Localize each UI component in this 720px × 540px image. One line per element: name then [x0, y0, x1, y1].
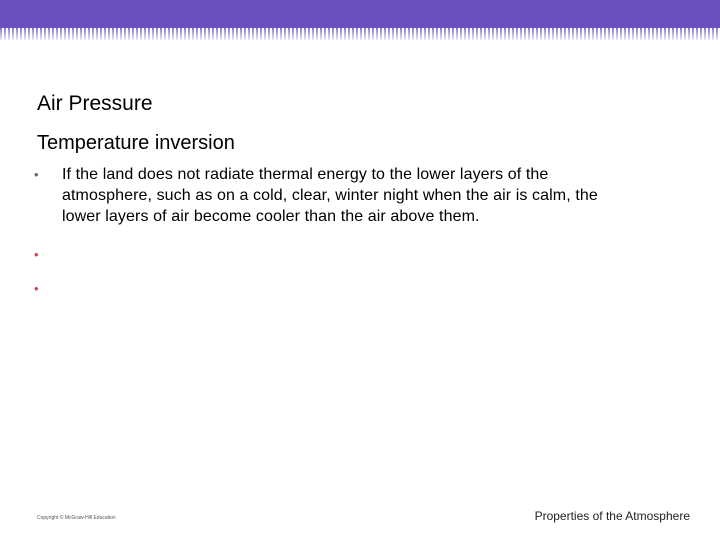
bullet-item — [34, 244, 634, 265]
bullet-item — [34, 164, 634, 227]
bullet-list — [34, 164, 634, 299]
copyright-notice: Copyright © McGraw-Hill Education — [37, 515, 116, 521]
bullet-item — [34, 278, 634, 299]
bullet-text: If the land does not radiate thermal energy to the lower layers of the atmosphere, such as on a cold, clear, winter night when the air is calm, the lower layers of air become cooler than the air above them. — [62, 166, 598, 225]
footer-label: Properties of the Atmosphere — [534, 509, 690, 523]
header-dot-pattern — [0, 28, 720, 40]
slide-subtitle: Temperature inversion — [37, 132, 235, 154]
bullet-dot-icon: • — [34, 247, 39, 262]
bullet-dot-icon: • — [34, 281, 39, 296]
slide-title: Air Pressure — [37, 92, 153, 115]
header-bar — [0, 0, 720, 28]
bullet-dot-icon: • — [34, 167, 39, 182]
